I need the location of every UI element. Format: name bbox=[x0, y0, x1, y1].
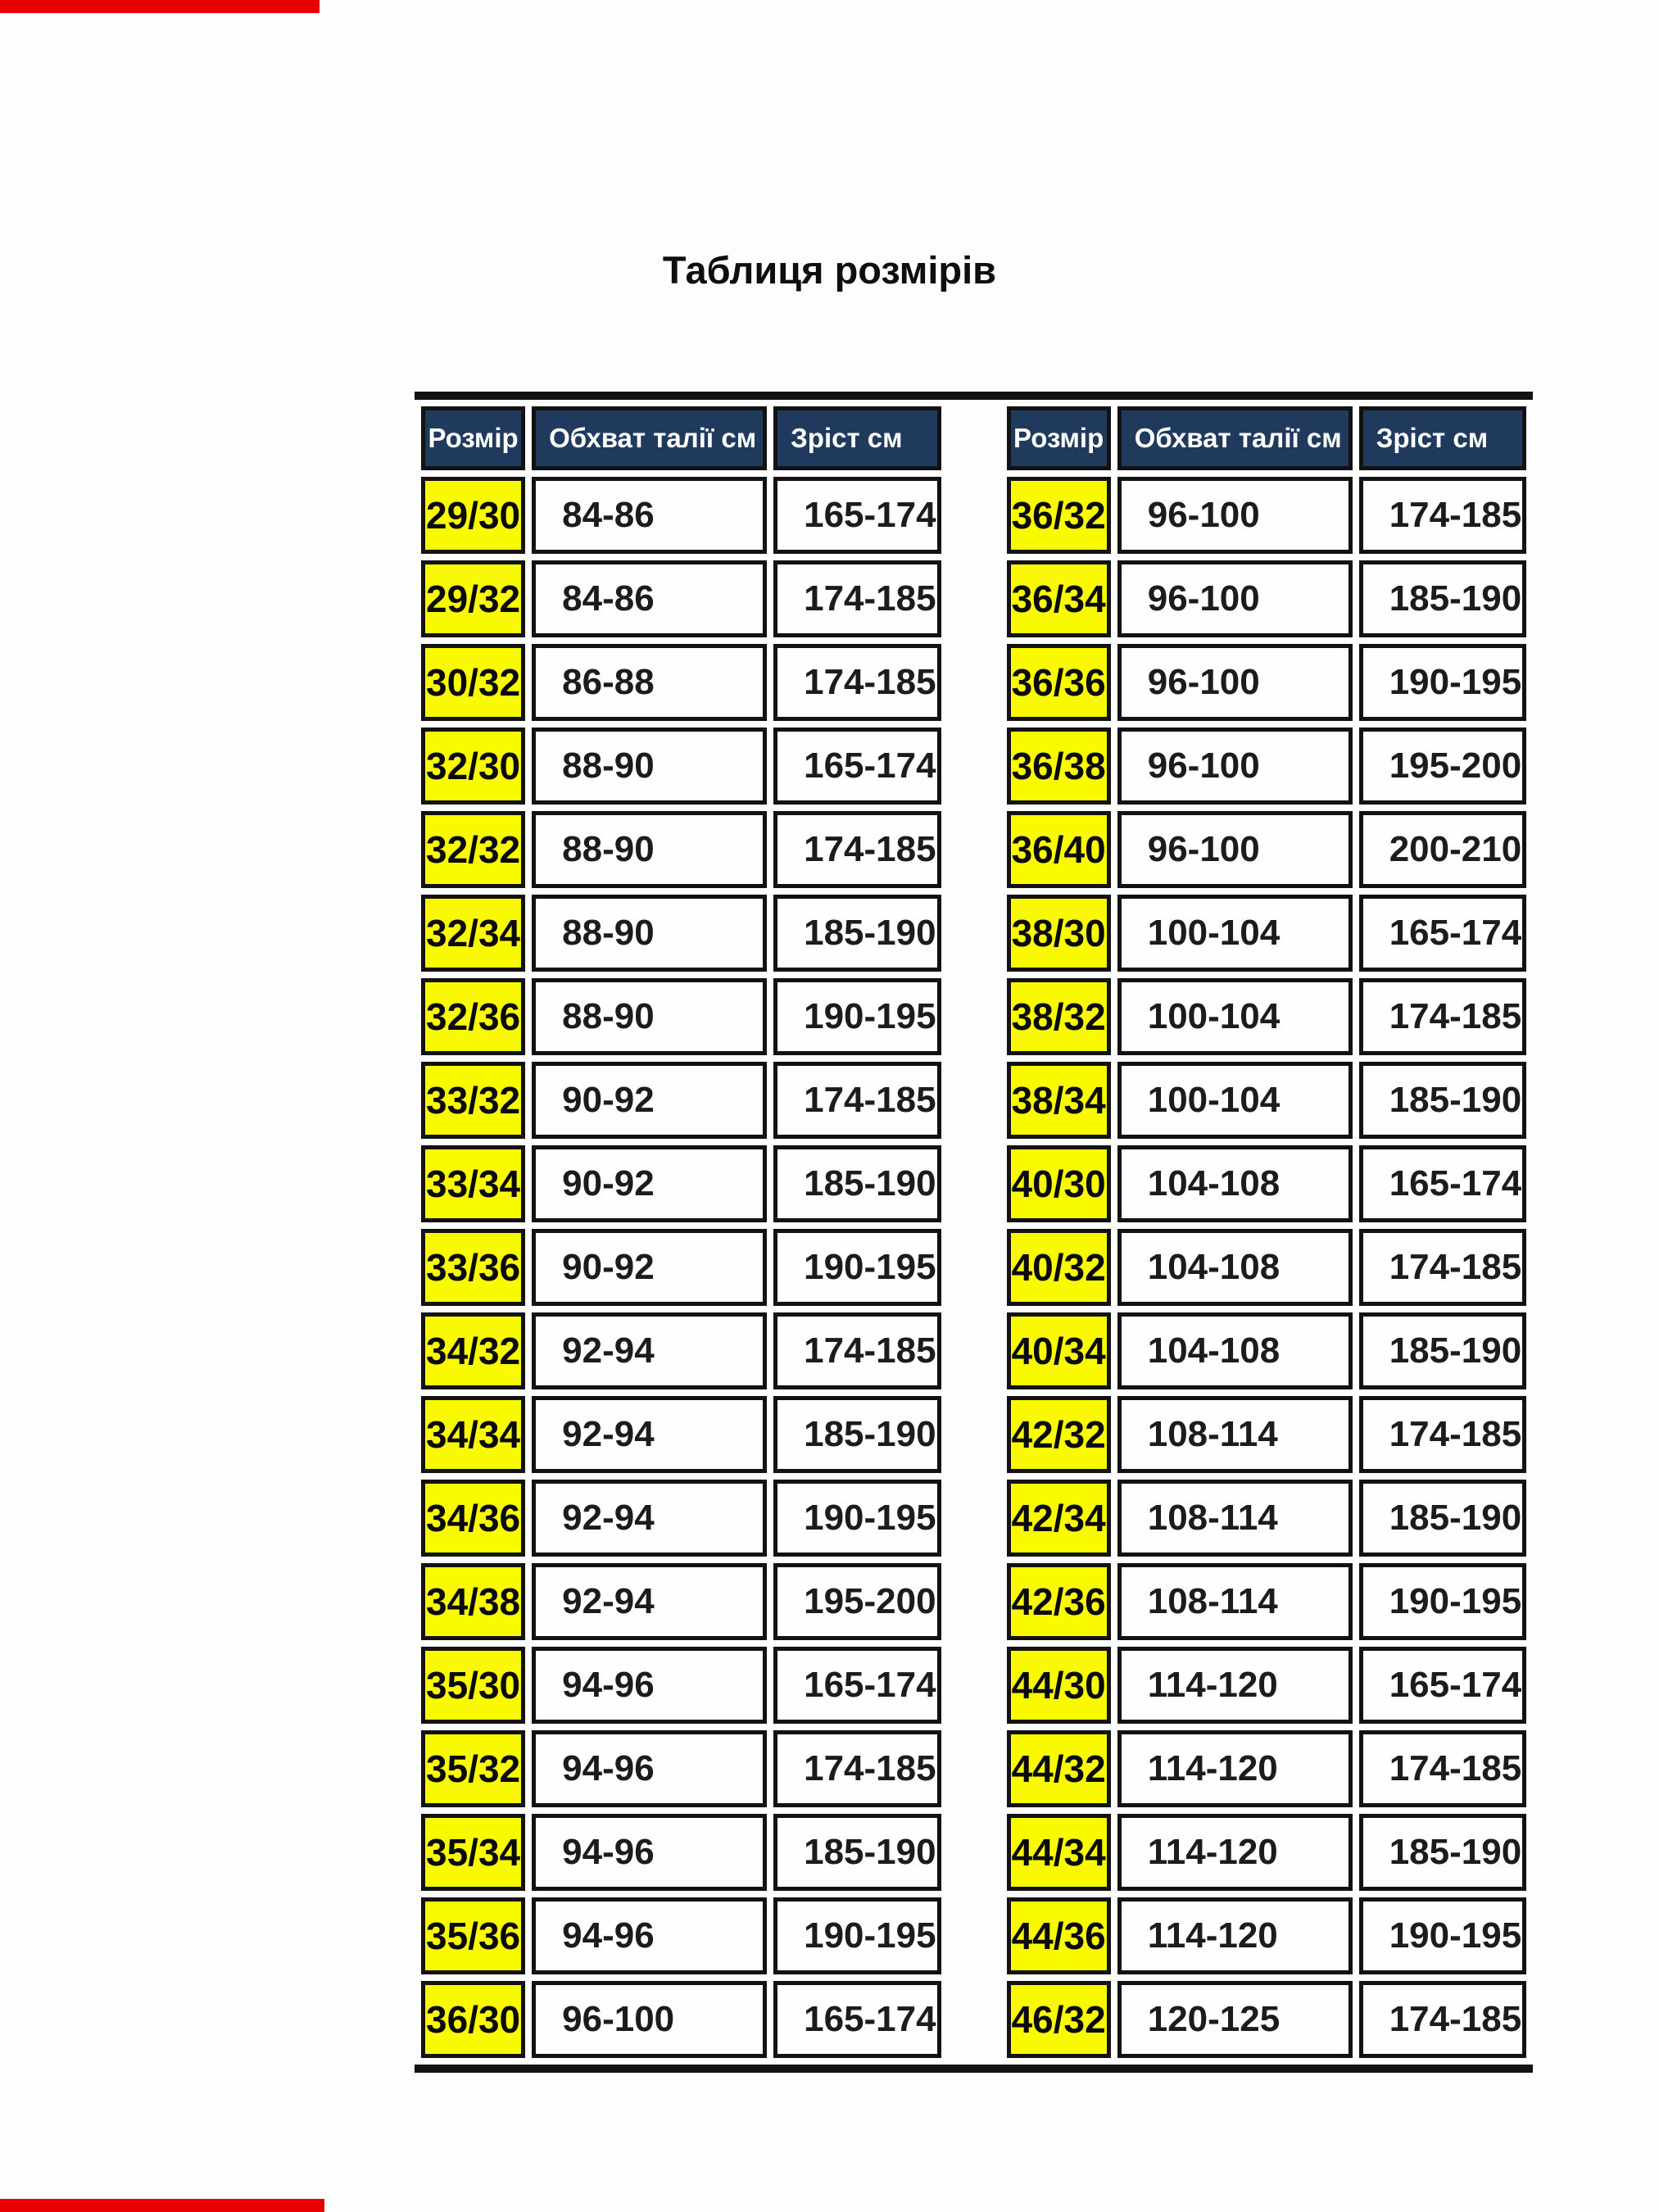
waist-cell: 96-100 bbox=[1117, 644, 1353, 721]
height-cell: 190-195 bbox=[773, 1897, 941, 1974]
waist-cell: 94-96 bbox=[532, 1897, 767, 1974]
size-tables-block bbox=[415, 392, 1533, 2073]
size-cell: 34/32 bbox=[421, 1312, 525, 1389]
table-row bbox=[1007, 1647, 1527, 1724]
table-row bbox=[421, 1145, 941, 1222]
size-cell: 38/32 bbox=[1007, 978, 1111, 1055]
height-cell: 174-185 bbox=[1359, 1229, 1526, 1306]
table-row bbox=[421, 560, 941, 637]
waist-cell: 86-88 bbox=[532, 644, 767, 721]
size-cell: 29/32 bbox=[421, 560, 525, 637]
height-cell: 185-190 bbox=[1359, 1480, 1526, 1557]
header-waist: Обхват талії см bbox=[1117, 406, 1353, 470]
table-row bbox=[421, 1396, 941, 1473]
waist-cell: 84-86 bbox=[532, 560, 767, 637]
height-cell: 165-174 bbox=[773, 728, 941, 805]
table-row bbox=[1007, 1396, 1527, 1473]
size-table-right bbox=[1000, 400, 1534, 2065]
header-height: Зріст см bbox=[1359, 406, 1526, 470]
table-row bbox=[1007, 895, 1527, 972]
table-row bbox=[421, 1480, 941, 1557]
size-cell: 36/34 bbox=[1007, 560, 1111, 637]
header-size: Розмір bbox=[1007, 406, 1111, 470]
height-cell: 174-185 bbox=[773, 644, 941, 721]
table-row bbox=[421, 1730, 941, 1807]
header-size: Розмір bbox=[421, 406, 525, 470]
table-header bbox=[1007, 406, 1527, 470]
waist-cell: 114-120 bbox=[1117, 1647, 1353, 1724]
size-cell: 38/30 bbox=[1007, 895, 1111, 972]
size-cell: 36/32 bbox=[1007, 477, 1111, 554]
height-cell: 165-174 bbox=[773, 1981, 941, 2058]
table-row bbox=[421, 1312, 941, 1389]
size-cell: 42/32 bbox=[1007, 1396, 1111, 1473]
waist-cell: 104-108 bbox=[1117, 1145, 1353, 1222]
height-cell: 174-185 bbox=[1359, 1396, 1526, 1473]
table-row bbox=[1007, 978, 1527, 1055]
size-cell: 40/30 bbox=[1007, 1145, 1111, 1222]
height-cell: 174-185 bbox=[1359, 477, 1526, 554]
waist-cell: 92-94 bbox=[532, 1312, 767, 1389]
table-row bbox=[421, 1647, 941, 1724]
waist-cell: 92-94 bbox=[532, 1480, 767, 1557]
waist-cell: 90-92 bbox=[532, 1145, 767, 1222]
waist-cell: 108-114 bbox=[1117, 1480, 1353, 1557]
height-cell: 190-195 bbox=[1359, 644, 1526, 721]
table-row bbox=[1007, 1897, 1527, 1974]
waist-cell: 90-92 bbox=[532, 1229, 767, 1306]
waist-cell: 108-114 bbox=[1117, 1563, 1353, 1640]
header-height: Зріст см bbox=[773, 406, 941, 470]
table-row bbox=[421, 1563, 941, 1640]
waist-cell: 104-108 bbox=[1117, 1229, 1353, 1306]
table-row bbox=[1007, 811, 1527, 888]
waist-cell: 96-100 bbox=[532, 1981, 767, 2058]
waist-cell: 88-90 bbox=[532, 895, 767, 972]
size-table-left bbox=[415, 400, 948, 2065]
height-cell: 174-185 bbox=[773, 811, 941, 888]
height-cell: 174-185 bbox=[1359, 1730, 1526, 1807]
size-cell: 33/32 bbox=[421, 1062, 525, 1139]
size-cell: 33/36 bbox=[421, 1229, 525, 1306]
table-row bbox=[421, 895, 941, 972]
waist-cell: 108-114 bbox=[1117, 1396, 1353, 1473]
height-cell: 174-185 bbox=[1359, 1981, 1526, 2058]
height-cell: 174-185 bbox=[773, 1062, 941, 1139]
table-row bbox=[1007, 1814, 1527, 1891]
size-cell: 32/36 bbox=[421, 978, 525, 1055]
waist-cell: 90-92 bbox=[532, 1062, 767, 1139]
table-row bbox=[421, 1981, 941, 2058]
waist-cell: 94-96 bbox=[532, 1814, 767, 1891]
height-cell: 174-185 bbox=[1359, 978, 1526, 1055]
height-cell: 174-185 bbox=[773, 1312, 941, 1389]
size-cell: 36/30 bbox=[421, 1981, 525, 2058]
table-row bbox=[1007, 1981, 1527, 2058]
size-cell: 44/32 bbox=[1007, 1730, 1111, 1807]
height-cell: 200-210 bbox=[1359, 811, 1526, 888]
height-cell: 165-174 bbox=[1359, 1647, 1526, 1724]
size-cell: 32/32 bbox=[421, 811, 525, 888]
waist-cell: 100-104 bbox=[1117, 978, 1353, 1055]
table-row bbox=[1007, 1312, 1527, 1389]
size-cell: 44/36 bbox=[1007, 1897, 1111, 1974]
waist-cell: 96-100 bbox=[1117, 728, 1353, 805]
table-row bbox=[1007, 1145, 1527, 1222]
height-cell: 165-174 bbox=[1359, 1145, 1526, 1222]
table-row bbox=[421, 477, 941, 554]
table-row bbox=[421, 811, 941, 888]
waist-cell: 94-96 bbox=[532, 1730, 767, 1807]
table-body bbox=[421, 477, 941, 2058]
height-cell: 174-185 bbox=[773, 1730, 941, 1807]
height-cell: 185-190 bbox=[773, 1396, 941, 1473]
height-cell: 185-190 bbox=[773, 895, 941, 972]
size-cell: 40/32 bbox=[1007, 1229, 1111, 1306]
height-cell: 190-195 bbox=[773, 1229, 941, 1306]
waist-cell: 114-120 bbox=[1117, 1814, 1353, 1891]
waist-cell: 88-90 bbox=[532, 728, 767, 805]
size-cell: 35/32 bbox=[421, 1730, 525, 1807]
waist-cell: 100-104 bbox=[1117, 895, 1353, 972]
table-row bbox=[421, 1062, 941, 1139]
height-cell: 190-195 bbox=[1359, 1897, 1526, 1974]
size-cell: 35/34 bbox=[421, 1814, 525, 1891]
size-cell: 36/38 bbox=[1007, 728, 1111, 805]
table-row bbox=[1007, 728, 1527, 805]
table-row bbox=[421, 1229, 941, 1306]
height-cell: 190-195 bbox=[1359, 1563, 1526, 1640]
height-cell: 185-190 bbox=[1359, 1312, 1526, 1389]
height-cell: 165-174 bbox=[773, 477, 941, 554]
table-row bbox=[1007, 477, 1527, 554]
size-cell: 33/34 bbox=[421, 1145, 525, 1222]
size-cell: 40/34 bbox=[1007, 1312, 1111, 1389]
size-cell: 36/36 bbox=[1007, 644, 1111, 721]
table-row bbox=[1007, 1229, 1527, 1306]
height-cell: 165-174 bbox=[1359, 895, 1526, 972]
size-cell: 30/32 bbox=[421, 644, 525, 721]
size-cell: 42/36 bbox=[1007, 1563, 1111, 1640]
size-cell: 36/40 bbox=[1007, 811, 1111, 888]
size-cell: 34/34 bbox=[421, 1396, 525, 1473]
height-cell: 185-190 bbox=[1359, 560, 1526, 637]
table-row bbox=[1007, 1563, 1527, 1640]
size-cell: 46/32 bbox=[1007, 1981, 1111, 2058]
height-cell: 195-200 bbox=[1359, 728, 1526, 805]
header-waist: Обхват талії см bbox=[532, 406, 767, 470]
table-row bbox=[421, 728, 941, 805]
waist-cell: 84-86 bbox=[532, 477, 767, 554]
table-row bbox=[1007, 1480, 1527, 1557]
waist-cell: 96-100 bbox=[1117, 477, 1353, 554]
size-cell: 38/34 bbox=[1007, 1062, 1111, 1139]
table-row bbox=[1007, 1062, 1527, 1139]
waist-cell: 114-120 bbox=[1117, 1897, 1353, 1974]
waist-cell: 94-96 bbox=[532, 1647, 767, 1724]
waist-cell: 100-104 bbox=[1117, 1062, 1353, 1139]
table-body bbox=[1007, 477, 1527, 2058]
table-row bbox=[421, 978, 941, 1055]
height-cell: 185-190 bbox=[1359, 1062, 1526, 1139]
waist-cell: 92-94 bbox=[532, 1396, 767, 1473]
page-title: Таблиця розмірів bbox=[662, 248, 997, 292]
size-cell: 32/30 bbox=[421, 728, 525, 805]
size-cell: 35/36 bbox=[421, 1897, 525, 1974]
table-row bbox=[1007, 1730, 1527, 1807]
waist-cell: 114-120 bbox=[1117, 1730, 1353, 1807]
size-cell: 29/30 bbox=[421, 477, 525, 554]
red-scan-mark-top bbox=[0, 0, 320, 13]
red-scan-mark-bottom bbox=[0, 2199, 324, 2212]
waist-cell: 96-100 bbox=[1117, 560, 1353, 637]
table-row bbox=[421, 644, 941, 721]
waist-cell: 104-108 bbox=[1117, 1312, 1353, 1389]
size-cell: 32/34 bbox=[421, 895, 525, 972]
waist-cell: 88-90 bbox=[532, 978, 767, 1055]
waist-cell: 92-94 bbox=[532, 1563, 767, 1640]
header-row bbox=[421, 406, 941, 470]
header-row bbox=[1007, 406, 1527, 470]
size-cell: 44/30 bbox=[1007, 1647, 1111, 1724]
waist-cell: 88-90 bbox=[532, 811, 767, 888]
size-cell: 34/36 bbox=[421, 1480, 525, 1557]
height-cell: 185-190 bbox=[1359, 1814, 1526, 1891]
height-cell: 190-195 bbox=[773, 978, 941, 1055]
height-cell: 174-185 bbox=[773, 560, 941, 637]
table-header bbox=[421, 406, 941, 470]
waist-cell: 96-100 bbox=[1117, 811, 1353, 888]
size-cell: 42/34 bbox=[1007, 1480, 1111, 1557]
table-row bbox=[1007, 560, 1527, 637]
waist-cell: 120-125 bbox=[1117, 1981, 1353, 2058]
table-row bbox=[421, 1897, 941, 1974]
size-cell: 35/30 bbox=[421, 1647, 525, 1724]
table-row bbox=[1007, 644, 1527, 721]
height-cell: 190-195 bbox=[773, 1480, 941, 1557]
height-cell: 165-174 bbox=[773, 1647, 941, 1724]
table-row bbox=[421, 1814, 941, 1891]
size-cell: 44/34 bbox=[1007, 1814, 1111, 1891]
size-cell: 34/38 bbox=[421, 1563, 525, 1640]
height-cell: 185-190 bbox=[773, 1814, 941, 1891]
height-cell: 195-200 bbox=[773, 1563, 941, 1640]
height-cell: 185-190 bbox=[773, 1145, 941, 1222]
